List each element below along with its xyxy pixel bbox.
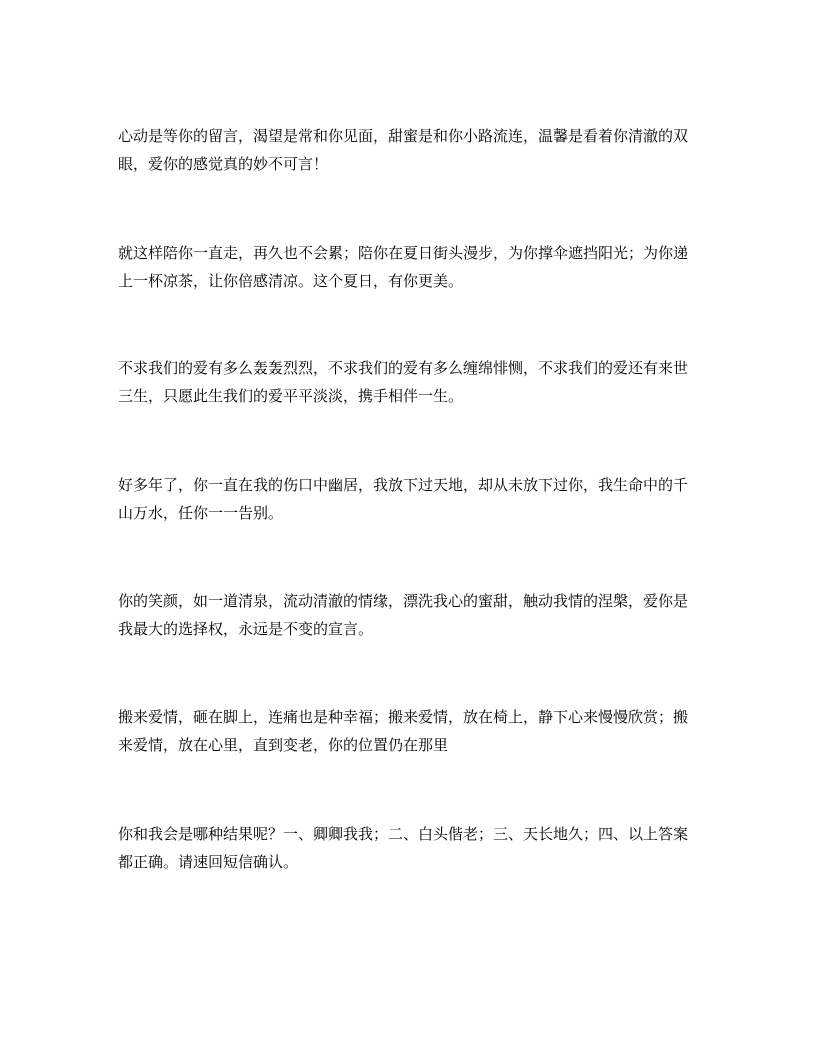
- paragraph-5: 你的笑颜，如一道清泉，流动清澈的情缘，漂洗我心的蜜甜，触动我情的涅槃，爱你是我最大的选择权，永远是不变的宣言。: [118, 592, 689, 638]
- paragraph-2: 就这样陪你一直走，再久也不会累；陪你在夏日街头漫步，为你撑伞遮挡阳光；为你递上一杯凉茶，让你倍感清凉。这个夏日，有你更美。: [118, 244, 689, 290]
- paragraph-7: 你和我会是哪种结果呢？一、卿卿我我；二、白头偕老；三、天长地久；四、以上答案都正确。请速回短信确认。: [118, 825, 689, 871]
- paragraph-1: 心动是等你的留言，渴望是常和你见面，甜蜜是和你小路流连，温馨是看着你清澈的双眼，爱你的感觉真的妙不可言！: [118, 127, 689, 173]
- paragraph-6: 搬来爱情，砸在脚上，连痛也是种幸福；搬来爱情，放在椅上，静下心来慢慢欣赏；搬来爱情，放在心里，直到变老，你的位置仍在那里: [118, 708, 689, 754]
- paragraph-3: 不求我们的爱有多么轰轰烈烈，不求我们的爱有多么缠绵悱恻，不求我们的爱还有来世三生，只愿此生我们的爱平平淡淡，携手相伴一生。: [118, 359, 689, 405]
- paragraph-4: 好多年了，你一直在我的伤口中幽居，我放下过天地，却从未放下过你，我生命中的千山万水，任你一一告别。: [118, 476, 689, 522]
